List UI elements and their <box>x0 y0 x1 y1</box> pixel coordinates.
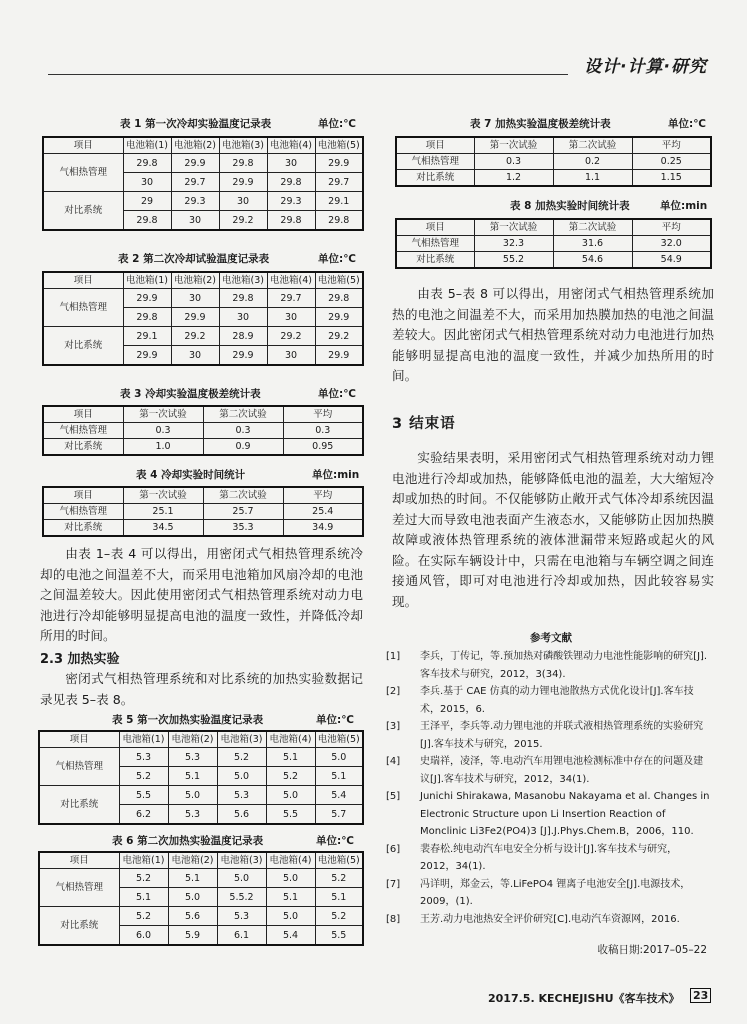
table2-header-cell: 项目 <box>43 272 123 289</box>
table2-cell: 29.8 <box>123 308 171 327</box>
table5-header-cell: 电池箱(3) <box>217 731 266 748</box>
table5-cell: 5.3 <box>168 748 217 767</box>
reference-item: [1] 李兵，丁传记，等.预加热对磷酸铁锂动力电池性能影响的研究[J].客车技术与研究，2012，3(34). <box>386 651 708 680</box>
table7-caption: 表 7 加热实验温度极差统计表 <box>470 118 611 130</box>
table2-cell: 30 <box>171 346 219 366</box>
table5-row-label: 气相热管理 <box>39 748 119 786</box>
table7-header-cell: 第一次试验 <box>474 137 553 154</box>
table2-cell: 29.1 <box>123 327 171 346</box>
table6-cell: 5.9 <box>168 926 217 946</box>
table1-cell: 30 <box>123 173 171 192</box>
table5-cell: 5.5 <box>266 805 315 825</box>
table8-header-cell: 项目 <box>396 219 474 236</box>
table-3 <box>42 405 364 456</box>
table-1 <box>42 136 364 231</box>
table5-unit: 单位:℃ <box>316 714 354 726</box>
reference-item: [5] Junichi Shirakawa, Masanobu Nakayama et al. Changes in Electronic Structure upon Li Insertion Reaction of Monclinic Li3Fe2(PO4)3 [J].J.Phys.Chem.B，2006，110. <box>386 791 710 837</box>
table5-cell: 5.0 <box>266 786 315 805</box>
table3-header-cell: 项目 <box>43 406 123 423</box>
table7-cell: 0.3 <box>474 154 553 170</box>
table1-header-cell: 电池箱(3) <box>219 137 267 154</box>
table1-header-cell: 电池箱(1) <box>123 137 171 154</box>
table6-unit: 单位:℃ <box>316 835 354 847</box>
table1-cell: 30 <box>219 192 267 211</box>
table1-cell: 29.8 <box>123 154 171 173</box>
table-4 <box>42 486 364 537</box>
table5-cell: 5.0 <box>217 767 266 786</box>
table6-header-cell: 电池箱(5) <box>315 852 363 869</box>
table1-cell: 29.7 <box>171 173 219 192</box>
table7-row-label: 对比系统 <box>396 170 474 187</box>
table2-cell: 30 <box>267 346 315 366</box>
table4-caption: 表 4 冷却实验时间统计 <box>136 469 246 481</box>
table5-header-cell: 电池箱(1) <box>119 731 168 748</box>
table1-cell: 30 <box>267 154 315 173</box>
table1-cell: 29.8 <box>315 211 363 231</box>
table5-cell: 5.7 <box>315 805 363 825</box>
table1-header-cell: 电池箱(4) <box>267 137 315 154</box>
table8-row-label: 气相热管理 <box>396 236 474 252</box>
table5-cell: 5.0 <box>315 748 363 767</box>
table3-row-label: 气相热管理 <box>43 423 123 439</box>
table3-header-cell: 第二次试验 <box>203 406 283 423</box>
table-6 <box>38 851 364 946</box>
table5-row-label: 对比系统 <box>39 786 119 825</box>
table4-cell: 35.3 <box>203 520 283 537</box>
table5-cell: 5.3 <box>168 805 217 825</box>
table8-unit: 单位:min <box>660 200 708 212</box>
references-heading: 参考文献 <box>530 632 572 644</box>
table1-unit: 单位:℃ <box>318 118 356 130</box>
table4-unit: 单位:min <box>312 469 360 481</box>
table6-cell: 5.6 <box>168 907 217 926</box>
table6-cell: 5.1 <box>119 888 168 907</box>
table5-cell: 5.2 <box>266 767 315 786</box>
table5-header-cell: 电池箱(4) <box>266 731 315 748</box>
table6-cell: 5.2 <box>119 907 168 926</box>
table1-cell: 29.3 <box>267 192 315 211</box>
table8-caption: 表 8 加热实验时间统计表 <box>510 200 630 212</box>
table7-cell: 0.2 <box>553 154 632 170</box>
running-header: 设计·计算·研究 <box>584 57 707 77</box>
table8-cell: 55.2 <box>474 252 553 269</box>
table2-cell: 29.7 <box>267 289 315 308</box>
table2-header-cell: 电池箱(4) <box>267 272 315 289</box>
table4-header-cell: 第一次试验 <box>123 487 203 504</box>
table2-cell: 30 <box>219 308 267 327</box>
table7-cell: 0.25 <box>632 154 711 170</box>
table-8 <box>395 218 712 269</box>
table6-cell: 5.4 <box>266 926 315 946</box>
table2-cell: 29.9 <box>315 346 363 366</box>
table3-cell: 0.95 <box>283 439 363 456</box>
table6-header-cell: 项目 <box>39 852 119 869</box>
table4-cell: 25.1 <box>123 504 203 520</box>
table7-unit: 单位:℃ <box>668 118 706 130</box>
table8-cell: 54.9 <box>632 252 711 269</box>
table1-cell: 29.2 <box>219 211 267 231</box>
table2-header-cell: 电池箱(1) <box>123 272 171 289</box>
table8-row-label: 对比系统 <box>396 252 474 269</box>
header-rule <box>48 74 568 75</box>
table2-cell: 29.9 <box>123 346 171 366</box>
table1-cell: 29.8 <box>267 211 315 231</box>
table5-cell: 5.3 <box>119 748 168 767</box>
table4-cell: 25.4 <box>283 504 363 520</box>
references-list <box>386 648 712 928</box>
table4-header-cell: 项目 <box>43 487 123 504</box>
table8-cell: 31.6 <box>553 236 632 252</box>
table6-row-label: 对比系统 <box>39 907 119 946</box>
table7-cell: 1.2 <box>474 170 553 187</box>
table1-cell: 29.9 <box>171 154 219 173</box>
table3-cell: 0.3 <box>203 423 283 439</box>
table6-header-cell: 电池箱(1) <box>119 852 168 869</box>
table2-header-cell: 电池箱(2) <box>171 272 219 289</box>
table7-header-cell: 第二次试验 <box>553 137 632 154</box>
table6-cell: 5.5 <box>315 926 363 946</box>
table4-header-cell: 第二次试验 <box>203 487 283 504</box>
table2-header-cell: 电池箱(3) <box>219 272 267 289</box>
table6-header-cell: 电池箱(4) <box>266 852 315 869</box>
table6-cell: 6.0 <box>119 926 168 946</box>
table1-caption: 表 1 第一次冷却实验温度记录表 <box>120 118 272 130</box>
table6-row-label: 气相热管理 <box>39 869 119 907</box>
footer-journal: 2017.5. KECHEJISHU《客车技术》 <box>488 992 680 1005</box>
table3-cell: 0.3 <box>123 423 203 439</box>
table2-row-label: 气相热管理 <box>43 289 123 327</box>
table5-cell: 5.0 <box>168 786 217 805</box>
table8-header-cell: 第一次试验 <box>474 219 553 236</box>
table4-cell: 34.9 <box>283 520 363 537</box>
table5-header-cell: 项目 <box>39 731 119 748</box>
section-heading-2-3: 2.3 加热实验 <box>40 652 120 667</box>
table3-cell: 0.9 <box>203 439 283 456</box>
table5-caption: 表 5 第一次加热实验温度记录表 <box>112 714 264 726</box>
table2-header-cell: 电池箱(5) <box>315 272 363 289</box>
table6-header-cell: 电池箱(3) <box>217 852 266 869</box>
table6-cell: 5.1 <box>266 888 315 907</box>
table6-cell: 5.2 <box>315 869 363 888</box>
table6-cell: 5.5.2 <box>217 888 266 907</box>
table6-cell: 5.3 <box>217 907 266 926</box>
table1-header-cell: 电池箱(2) <box>171 137 219 154</box>
table1-cell: 29.8 <box>267 173 315 192</box>
table8-cell: 54.6 <box>553 252 632 269</box>
table1-row-label: 气相热管理 <box>43 154 123 192</box>
table3-row-label: 对比系统 <box>43 439 123 456</box>
table2-row-label: 对比系统 <box>43 327 123 366</box>
table1-cell: 29.1 <box>315 192 363 211</box>
table5-cell: 5.4 <box>315 786 363 805</box>
table5-cell: 5.2 <box>119 767 168 786</box>
table-5 <box>38 730 364 825</box>
table1-cell: 29.9 <box>315 154 363 173</box>
table3-unit: 单位:℃ <box>318 388 356 400</box>
reference-item: [6] 裴春松.纯电动汽车电安全分析与设计[J].客车技术与研究，2012，34(1). <box>386 843 678 872</box>
body-paragraph: 实验结果表明，采用密闭式气相热管理系统对动力锂电池进行冷却或加热，能够降低电池的温差，大大缩短冷却或加热的时间。不仅能够防止敞开式气体冷却系统因温差过大而导致电池表面产生液态水，又能够防止因加热膜故障或液体热管理系统的液体泄漏带来短路或起火的风险。在实际车辆设计中，只需在电池箱与车辆空调之间连接通风管，即可对电池进行冷却或加热，因此较容易实现。 <box>392 450 714 609</box>
table2-cell: 30 <box>171 289 219 308</box>
reference-item: [2] 李兵.基于 CAE 仿真的动力锂电池散热方式优化设计[J].客车技术，2015，6. <box>386 686 694 715</box>
table5-cell: 5.6 <box>217 805 266 825</box>
table3-cell: 0.3 <box>283 423 363 439</box>
table7-cell: 1.1 <box>553 170 632 187</box>
table1-header-cell: 电池箱(5) <box>315 137 363 154</box>
body-paragraph: 由表 5–表 8 可以得出，用密闭式气相热管理系统加热的电池之间温差不大，而采用加热膜加热的电池之间温差较大。因此密闭式气相热管理系统对动力电池进行加热能够明显提高电池的温度一致性，并减少加热所用的时间。 <box>392 286 714 383</box>
table3-cell: 1.0 <box>123 439 203 456</box>
table1-cell: 29.8 <box>219 154 267 173</box>
table5-header-cell: 电池箱(2) <box>168 731 217 748</box>
table6-caption: 表 6 第二次加热实验温度记录表 <box>112 835 264 847</box>
table3-header-cell: 第一次试验 <box>123 406 203 423</box>
table2-cell: 30 <box>267 308 315 327</box>
table2-cell: 29.8 <box>219 289 267 308</box>
table2-caption: 表 2 第二次冷却试验温度记录表 <box>118 253 270 265</box>
table6-cell: 5.2 <box>119 869 168 888</box>
table4-row-label: 气相热管理 <box>43 504 123 520</box>
table2-cell: 29.9 <box>171 308 219 327</box>
reference-item: [7] 冯详明，郑金云，等.LiFePO4 锂离子电池安全[J].电源技术，2009，(1). <box>386 878 691 907</box>
table6-cell: 5.2 <box>315 907 363 926</box>
table7-header-cell: 平均 <box>632 137 711 154</box>
table2-cell: 29.2 <box>267 327 315 346</box>
table5-cell: 5.1 <box>168 767 217 786</box>
body-paragraph: 由表 1–表 4 可以得出，用密闭式气相热管理系统冷却的电池之间温差不大，而采用电池箱加风扇冷却的电池之间温差较大。因此使用密闭式气相热管理系统对动力电池进行冷却能够明显提高电池的温度一致性，并降低冷却所用的时间。 <box>40 546 363 643</box>
table7-cell: 1.15 <box>632 170 711 187</box>
table2-cell: 29.9 <box>315 308 363 327</box>
table6-header-cell: 电池箱(2) <box>168 852 217 869</box>
table1-cell: 29.7 <box>315 173 363 192</box>
table3-header-cell: 平均 <box>283 406 363 423</box>
table4-header-cell: 平均 <box>283 487 363 504</box>
table8-cell: 32.0 <box>632 236 711 252</box>
table2-cell: 29.2 <box>171 327 219 346</box>
table1-cell: 30 <box>171 211 219 231</box>
table5-cell: 5.3 <box>217 786 266 805</box>
table8-header-cell: 第二次试验 <box>553 219 632 236</box>
table2-cell: 29.8 <box>315 289 363 308</box>
table3-caption: 表 3 冷却实验温度极差统计表 <box>120 388 261 400</box>
table6-cell: 6.1 <box>217 926 266 946</box>
table2-cell: 28.9 <box>219 327 267 346</box>
table6-cell: 5.0 <box>168 888 217 907</box>
table8-cell: 32.3 <box>474 236 553 252</box>
table5-header-cell: 电池箱(5) <box>315 731 363 748</box>
table7-header-cell: 项目 <box>396 137 474 154</box>
reference-item: [3] 王泽平，李兵等.动力锂电池的并联式液相热管理系统的实验研究[J].客车技术与研究，2015. <box>386 721 704 750</box>
table6-cell: 5.1 <box>168 869 217 888</box>
page-number: 23 <box>690 988 711 1003</box>
table4-cell: 25.7 <box>203 504 283 520</box>
table8-header-cell: 平均 <box>632 219 711 236</box>
reference-item: [8] 王芳.动力电池热安全评价研究[C].电动汽车资源网，2016. <box>386 913 680 925</box>
table-7 <box>395 136 712 187</box>
table4-cell: 34.5 <box>123 520 203 537</box>
table5-cell: 5.2 <box>217 748 266 767</box>
table6-cell: 5.0 <box>217 869 266 888</box>
section-heading-3: 3 结束语 <box>392 416 456 432</box>
body-paragraph: 密闭式气相热管理系统和对比系统的加热实验数据记录见表 5–表 8。 <box>40 671 363 707</box>
table1-cell: 29.9 <box>219 173 267 192</box>
table1-row-label: 对比系统 <box>43 192 123 231</box>
table5-cell: 6.2 <box>119 805 168 825</box>
table1-header-cell: 项目 <box>43 137 123 154</box>
table5-cell: 5.5 <box>119 786 168 805</box>
table1-cell: 29 <box>123 192 171 211</box>
table6-cell: 5.1 <box>315 888 363 907</box>
received-date: 收稿日期:2017–05–22 <box>597 944 707 956</box>
table2-cell: 29.2 <box>315 327 363 346</box>
table7-row-label: 气相热管理 <box>396 154 474 170</box>
table1-cell: 29.8 <box>123 211 171 231</box>
reference-item: [4] 史瑞祥，凌泽，等.电动汽车用锂电池检测标准中存在的问题及建议[J].客车技术与研究，2012，34(1). <box>386 756 704 785</box>
table6-cell: 5.0 <box>266 907 315 926</box>
table5-cell: 5.1 <box>266 748 315 767</box>
table2-unit: 单位:℃ <box>318 253 356 265</box>
table4-row-label: 对比系统 <box>43 520 123 537</box>
table5-cell: 5.1 <box>315 767 363 786</box>
table1-cell: 29.3 <box>171 192 219 211</box>
table-2 <box>42 271 364 366</box>
table2-cell: 29.9 <box>123 289 171 308</box>
table6-cell: 5.0 <box>266 869 315 888</box>
table2-cell: 29.9 <box>219 346 267 366</box>
